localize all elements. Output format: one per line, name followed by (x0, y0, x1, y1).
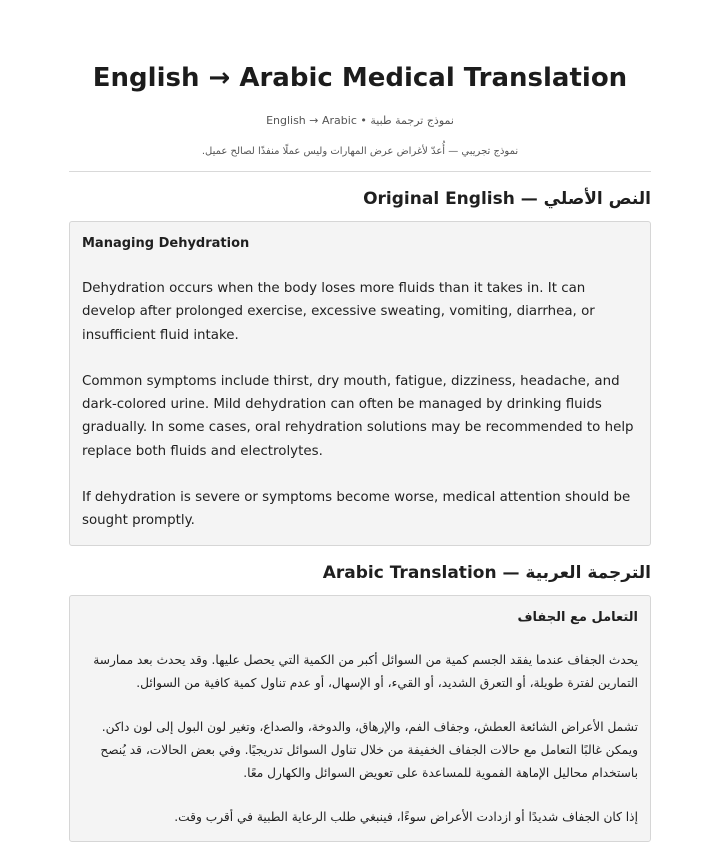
translation-article-title: التعامل مع الجفاف (517, 609, 638, 625)
translation-text-box (69, 595, 651, 842)
page (69, 0, 651, 842)
original-paragraph: Dehydration occurs when the body loses more fluids than it takes in. It can develop after prolonged exercise, excessive sweating, vomiting, diarrhea, or insufficient fluid intake. (82, 281, 595, 343)
original-section-heading: النص الأصلي — Original English (363, 189, 651, 209)
translation-paragraph: يحدث الجفاف عندما يفقد الجسم كمية من السوائل أكبر من الكمية التي يحصل عليها. وقد يحدث بعد ممارسة التمارين لفترة طويلة، أو التعرق الشديد، أو القيء، أو الإسهال، أو عدم تناول كمية كافية من السوائل. (93, 652, 638, 690)
translation-paragraph: تشمل الأعراض الشائعة العطش، وجفاف الفم، والإرهاق، والدوخة، والصداع، وتغير لون البول إلى لون داكن. ويمكن غالبًا التعامل مع حالات الجفاف الخفيفة من خلال تناول السوائل تدريجيًا. وفي بعض الحالات، قد يُنصح باستخدام محاليل الإماهة الفموية للمساعدة على تعويض السوائل والكهارل معًا. (100, 719, 638, 780)
original-article-title: Managing Dehydration (82, 236, 250, 251)
page-subtitle: نموذج ترجمة طبية • English → Arabic (266, 114, 454, 127)
translation-section-heading: الترجمة العربية — Arabic Translation (322, 562, 651, 583)
original-text-box (69, 221, 651, 546)
page-title: English → Arabic Medical Translation (92, 63, 628, 93)
translation-paragraph: إذا كان الجفاف شديدًا أو ازدادت الأعراض سوءًا، فينبغي طلب الرعاية الطبية في أقرب وقت. (174, 809, 638, 824)
disclaimer-note: نموذج تجريبي — أُعدّ لأغراض عرض المهارات وليس عملًا منفذًا لصالح عميل. (201, 146, 519, 157)
header-divider (69, 171, 651, 172)
original-paragraph: Common symptoms include thirst, dry mouth, fatigue, dizziness, headache, and dark-colored urine. Mild dehydration can often be managed by drinking fluids gradually. In some cases, oral rehydration solutions may be recommended to help replace both fluids and electrolytes. (82, 373, 634, 459)
original-paragraph: If dehydration is severe or symptoms become worse, medical attention should be sought promptly. (82, 490, 631, 529)
